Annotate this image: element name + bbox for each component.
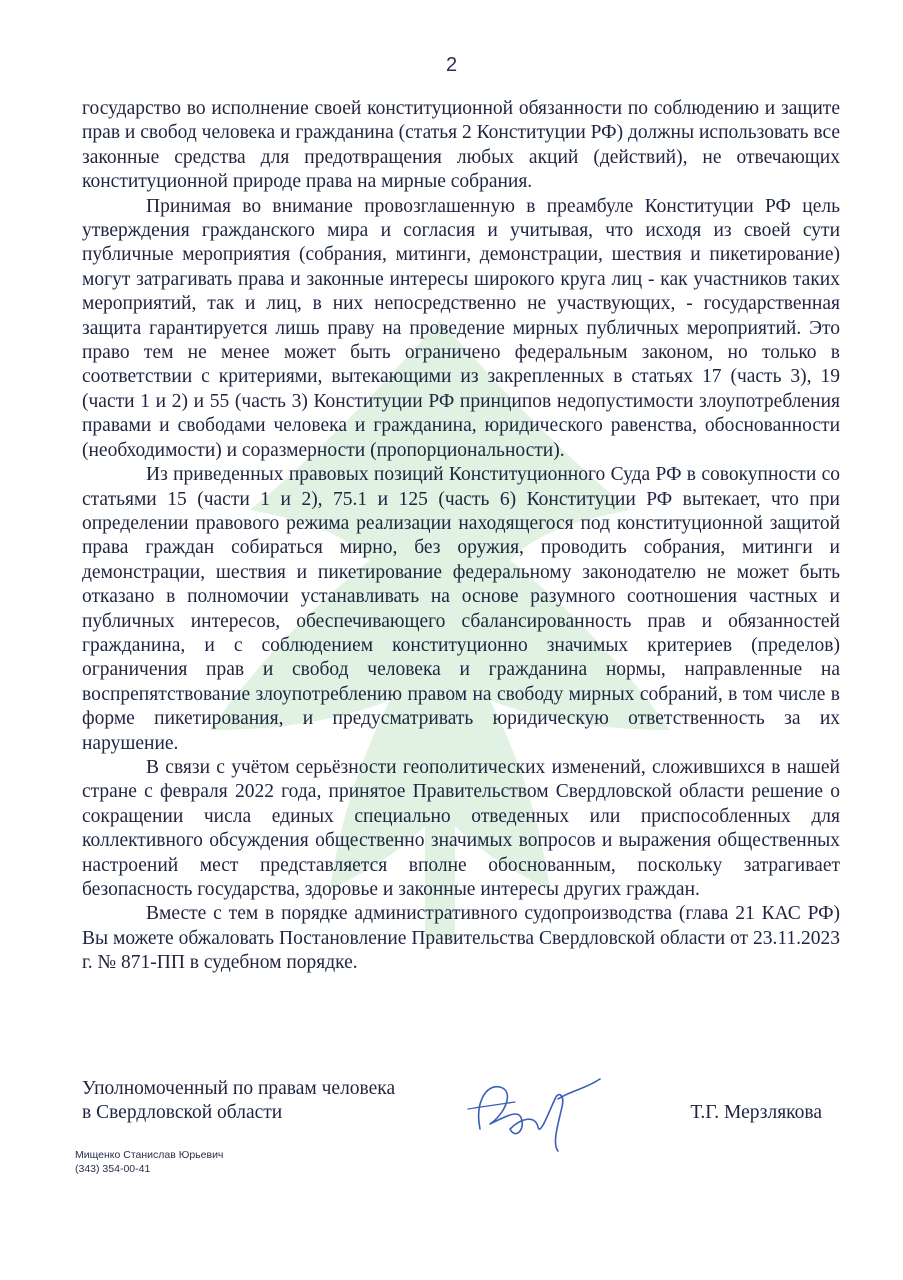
paragraph-2: Принимая во внимание провозглашенную в преамбуле Конституции РФ цель утверждения гражданского мира и согласия и учитывая, что исходя из своей сути публичные мероприятия (собрания, митинги, демонстрации, шествия и пикетирование) могут затрагивать права и законные интересы широкого круга лиц - как участников таких мероприятий, так и лиц, в них непосредственно не участвующих, - государственная защита гарантируется лишь праву на проведение мирных публичных мероприятий. Это право тем не менее может быть ограничено федеральным законом, но только в соответствии с критериями, вытекающими из закрепленных в статьях 17 (часть 3), 19 (части 1 и 2) и 55 (часть 3) Конституции РФ принципов недопустимости злоупотребления правами и свободами человека и гражданина, юридического равенства, обоснованности (необходимости) и соразмерности (пропорциональности). xyxy=(82,195,840,461)
paragraph-3: Из приведенных правовых позиций Конституционного Суда РФ в совокупности со статьями 15 (части 1 и 2), 75.1 и 125 (часть 6) Конституции РФ вытекает, что при определении правового режима реализации находящегося под конституционной защитой права граждан собираться мирно, без оружия, проводить собрания, митинги и демонстрации, шествия и пикетирование федеральному законодателю не может быть отказано в полномочии устанавливать на основе разумного соотношения частных и публичных интересов, обеспечивающего сбалансированность прав и обязанностей гражданина, и с соблюдением конституционно значимых критериев (пределов) ограничения прав и свобод человека и гражданина нормы, направленные на воспрепятствование злоупотреблению правом на свободу мирных собраний, в том числе в форме пикетирования, и предусматривать юридическую ответственность за их нарушение. xyxy=(82,464,840,754)
paragraph-4: В связи с учётом серьёзности геополитических изменений, сложившихся в нашей стране с февраля 2022 года, принятое Правительством Свердловской области решение о сокращении числа единых специально отведенных или приспособленных для коллективного обсуждения общественно значимых вопросов и выражения общественных настроений мест представляется вполне обоснованным, поскольку затрагивает безопасность государства, здоровье и законные интересы других граждан. xyxy=(82,756,840,900)
signer-title-line-2: в Свердловской области xyxy=(82,1102,283,1124)
handwritten-signature xyxy=(460,1069,610,1159)
paragraph-5: Вместе с тем в порядке административного судопроизводства (глава 21 КАС РФ) Вы можете обжаловать Постановление Правительства Свердловской области от 23.11.2023 г. № 871-ПП в судебном порядке. xyxy=(82,903,840,974)
paragraph-1: государство во исполнение своей конституционной обязанности по соблюдению и защите прав и свобод человека и гражданина (статья 2 Конституции РФ) должны использовать все законные средства для предотвращения любых акций (действий), не отвечающих конституционной природе права на мирные собрания. xyxy=(82,98,840,193)
contact-phone: (343) 354-00-41 xyxy=(75,1163,151,1175)
letter-body xyxy=(82,97,840,976)
signer-name: Т.Г. Мерзлякова xyxy=(690,1102,822,1123)
contact-info xyxy=(75,1148,223,1176)
contact-name: Мищенко Станислав Юрьевич xyxy=(75,1149,224,1161)
page-number: 2 xyxy=(445,54,458,76)
signer-title-line-1: Уполномоченный по правам человека xyxy=(82,1078,396,1099)
signature-block xyxy=(82,1077,840,1157)
signer-title xyxy=(82,1077,482,1126)
